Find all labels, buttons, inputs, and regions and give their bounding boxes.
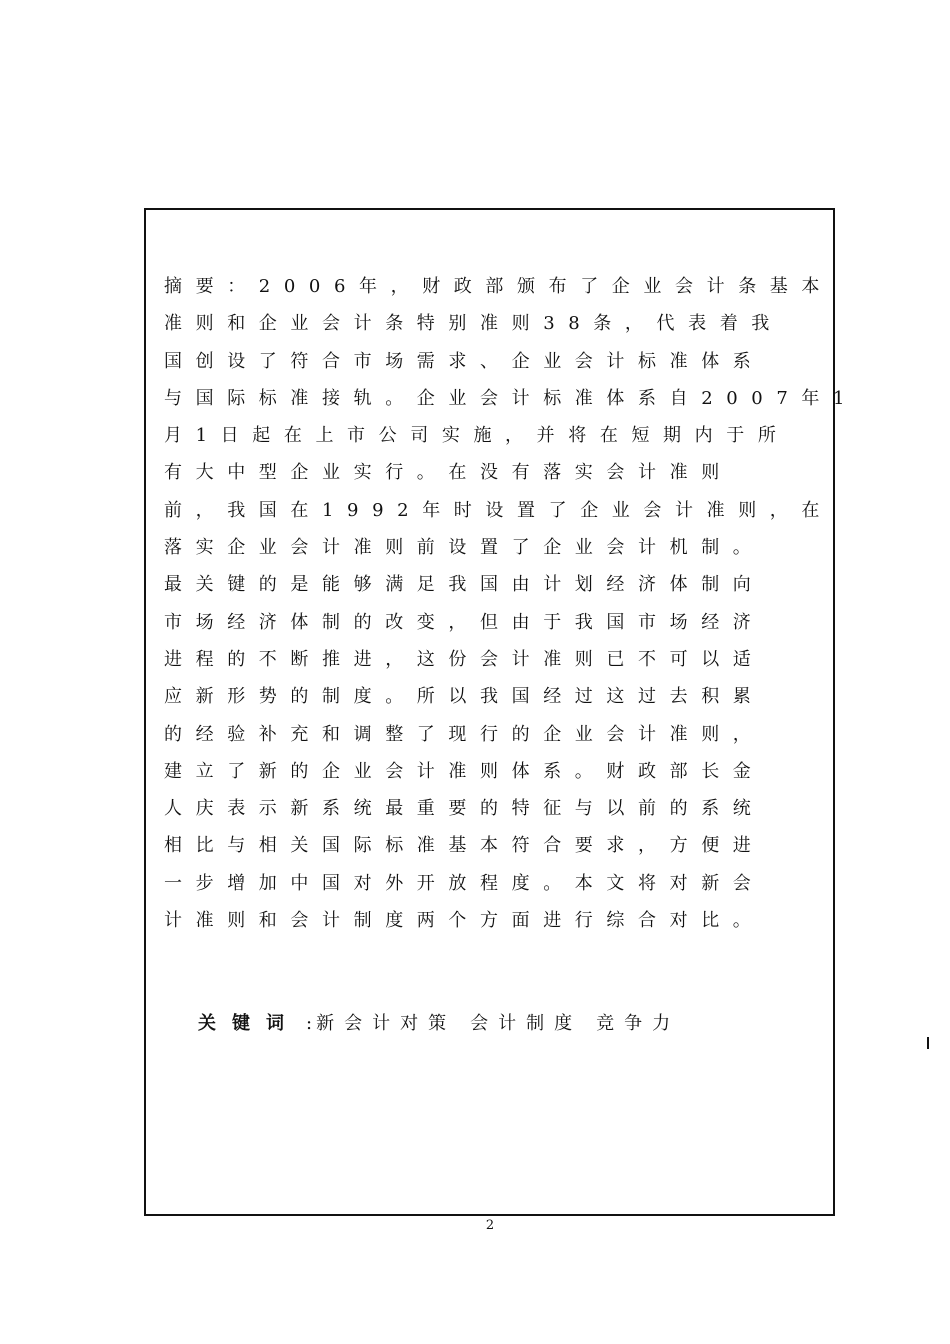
abstract-line: 摘要：2006年，财政部颁布了企业会计条基本 — [164, 276, 834, 297]
abstract-line: 最关键的是能够满足我国由计划经济体制向 — [164, 574, 765, 596]
keyword-term: 新会计对策 — [316, 1013, 457, 1034]
abstract-line: 月1日起在上市公司实施，并将在短期内于所 — [164, 425, 790, 447]
abstract-paragraph — [164, 268, 859, 939]
abstract-line: 进程的不断推进，这份会计准则已不可以适 — [164, 648, 765, 670]
abstract-line: 应新形势的制度。所以我国经过这过去积累 — [164, 686, 765, 708]
keywords-line — [198, 1008, 694, 1040]
abstract-line: 准则和企业会计条特别准则38条，代表着我 — [164, 313, 783, 335]
keywords-colon: : — [306, 1013, 317, 1034]
abstract-line: 一步增加中国对外开放程度。本文将对新会 — [164, 872, 765, 894]
keyword-term: 竞争力 — [596, 1013, 681, 1034]
abstract-line: 的经验补充和调整了现行的企业会计准则， — [164, 723, 765, 745]
abstract-line: 前，我国在1992年时设置了企业会计准则，在 — [164, 499, 834, 521]
keyword-term: 会计制度 — [470, 1013, 583, 1034]
abstract-line: 与国际标准接轨。企业会计标准体系自2007年1 — [164, 387, 859, 409]
abstract-line: 市场经济体制的改变，但由于我国市场经济 — [164, 611, 765, 633]
abstract-line: 有大中型企业实行。在没有落实会计准则 — [164, 462, 733, 484]
abstract-line: 国创设了符合市场需求、企业会计标准体系 — [164, 350, 765, 372]
abstract-line: 人庆表示新系统最重要的特征与以前的系统 — [164, 798, 765, 820]
keywords-label: 关键词 — [198, 1013, 300, 1034]
abstract-line: 计准则和会计制度两个方面进行综合对比。 — [164, 910, 765, 932]
page-number: 2 — [485, 1218, 495, 1233]
abstract-line: 落实企业会计准则前设置了企业会计机制。 — [164, 537, 765, 559]
abstract-line: 相比与相关国际标准基本符合要求，方便进 — [164, 835, 765, 857]
abstract-line: 建立了新的企业会计准则体系。财政部长金 — [164, 760, 765, 782]
margin-mark — [927, 1037, 929, 1049]
